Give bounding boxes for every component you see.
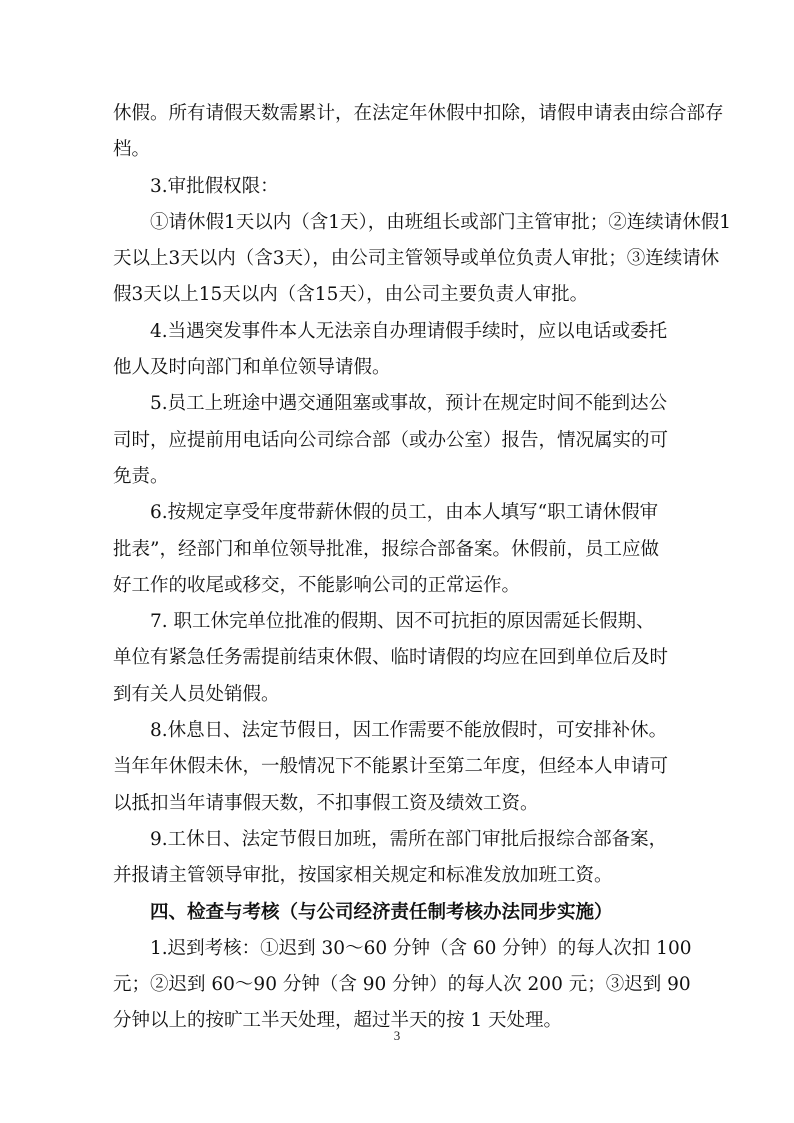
document-body	[113, 96, 753, 1040]
text-line: 元；②迟到 60～90 分钟（含 90 分钟）的每人次 200 元；③迟到 90	[113, 974, 691, 996]
text-line: 假3天以上15天以内（含15天），由公司主要负责人审批。	[113, 284, 589, 306]
text-line: 以抵扣当年请事假天数，不扣事假工资及绩效工资。	[113, 792, 539, 814]
text-line: 天以上3天以内（含3天），由公司主管领导或单位负责人审批；③连续请休	[113, 248, 720, 270]
text-line: 分钟以上的按旷工半天处理，超过半天的按 1 天处理。	[113, 1010, 563, 1032]
text-line: 8.休息日、法定节假日，因工作需要不能放假时，可安排补休。	[150, 720, 668, 742]
text-line: 免责。	[113, 465, 169, 487]
text-line: 到有关人员处销假。	[113, 683, 280, 705]
text-line: 批表”，经部门和单位领导批准，报综合部备案。休假前，员工应做	[113, 538, 659, 560]
text-line: 3.审批假权限：	[150, 175, 279, 197]
text-line: 9.工休日、法定节假日加班，需所在部门审批后报综合部备案，	[150, 828, 668, 850]
text-line: 4.当遇突发事件本人无法亲自办理请假手续时，应以电话或委托	[150, 320, 668, 342]
text-line: 1.迟到考核：①迟到 30～60 分钟（含 60 分钟）的每人次扣 100	[150, 937, 692, 959]
text-line: 6.按规定享受年度带薪休假的员工，由本人填写“职工请休假审	[150, 502, 659, 524]
text-line: 并报请主管领导审批，按国家相关规定和标准发放加班工资。	[113, 865, 613, 887]
text-line: 档。	[113, 139, 151, 161]
text-line: 休假。所有请假天数需累计，在法定年休假中扣除，请假申请表由综合部存	[113, 103, 724, 124]
section-heading: 四、检查与考核（与公司经济责任制考核办法同步实施）	[150, 901, 613, 923]
text-line: 5.员工上班途中遇交通阻塞或事故，预计在规定时间不能到达公	[150, 393, 668, 415]
text-line: ①请休假1天以内（含1天），由班组长或部门主管审批；②连续请休假1	[150, 211, 732, 233]
text-line: 7. 职工休完单位批准的假期、因不可抗拒的原因需延长假期、	[150, 611, 655, 633]
text-line: 单位有紧急任务需提前结束休假、临时请假的均应在回到单位后及时	[113, 647, 669, 669]
text-line: 他人及时向部门和单位领导请假。	[113, 357, 391, 379]
page-number: 3	[393, 1028, 401, 1043]
text-line: 好工作的收尾或移交，不能影响公司的正常运作。	[113, 574, 521, 596]
text-line: 司时，应提前用电话向公司综合部（或办公室）报告，情况属实的可	[113, 429, 669, 451]
text-line: 当年年休假未休，一般情况下不能累计至第二年度，但经本人申请可	[113, 756, 669, 778]
